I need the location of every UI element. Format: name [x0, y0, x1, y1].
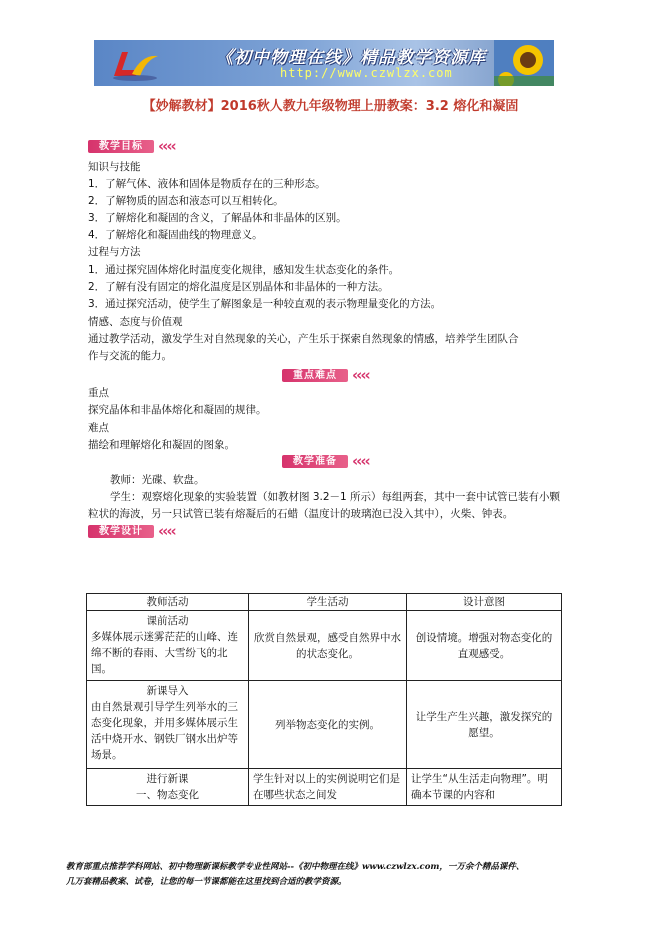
banner-url[interactable]: http://www.czwlzx.com: [280, 66, 453, 80]
sunflower-icon: [494, 40, 554, 86]
table-row: [87, 681, 562, 769]
section-header-objectives: [88, 137, 208, 155]
column-header: 设计意图: [407, 594, 562, 611]
footer-note: [66, 860, 626, 890]
knowledge-heading: 知识与技能: [88, 161, 141, 173]
design-intent: 让学生产生兴趣，激发探究的愿望。: [407, 681, 562, 769]
column-header: 学生活动: [249, 594, 407, 611]
teacher-activity: 多媒体展示迷雾茫茫的山峰、连绵不断的春雨、大雪纷飞的北国。: [91, 631, 238, 675]
key-text: 探究晶体和非晶体熔化和凝固的规律。: [88, 404, 267, 416]
section-header-design: [88, 522, 208, 540]
teacher-activity: 由自然景观引导学生列举水的三态变化现象，并用多媒体展示生活中烧开水、钢铁厂钢水出炉等场景。: [91, 701, 238, 761]
table-row: [87, 769, 562, 806]
lesson-plan-table: [86, 593, 562, 806]
chevron-left-icon: ‹‹‹‹: [158, 137, 175, 155]
chevron-left-icon: ‹‹‹‹: [158, 522, 175, 540]
banner-title: 《初中物理在线》精品教学资源库: [216, 48, 486, 68]
section-header-key-points: [282, 366, 402, 384]
prep-teacher: 教师：光碟、软盘。: [110, 474, 205, 486]
footer-line: 教育部重点推荐学科网站、初中物理新课标教学专业性网站--《初中物理在线》www.czwlzx.com，一万余个精品课件、: [66, 862, 525, 872]
design-intent: 让学生“从生活走向物理”。明确本节课的内容和: [407, 769, 562, 806]
column-header: 教师活动: [87, 594, 249, 611]
process-item: 3．通过探究活动，使学生了解图象是一种较直观的表示物理量变化的方法。: [88, 298, 442, 310]
teacher-cell: [87, 611, 249, 681]
logo-icon: [108, 44, 162, 82]
section-label: 教学目标: [88, 140, 154, 153]
knowledge-item: 2．了解物质的固态和液态可以互相转化。: [88, 195, 284, 207]
knowledge-item: 1．了解气体、液体和固体是物质存在的三种形态。: [88, 178, 326, 190]
prep-student: 学生：观察熔化现象的实验装置（如教材图 3.2－1 所示）每组两套，其中一套中试管已装有小颗: [110, 491, 561, 503]
prep-student-cont: 粒状的海波，另一只试管已装有熔凝后的石蜡（温度计的玻璃泡已没入其中），火柴、钟表。: [88, 508, 514, 520]
design-intent: 创设情境。增强对物态变化的直观感受。: [407, 611, 562, 681]
stage-title: 课前活动: [146, 615, 189, 627]
section-label: 教学准备: [282, 455, 348, 468]
chevron-left-icon: ‹‹‹‹: [352, 452, 369, 470]
process-item: 2．了解有没有固定的熔化温度是区别晶体和非晶体的一种方法。: [88, 281, 389, 293]
process-item: 1．通过探究固体熔化时温度变化规律，感知发生状态变化的条件。: [88, 264, 400, 276]
difficulty-heading: 难点: [88, 422, 109, 434]
section-label: 教学设计: [88, 525, 154, 538]
teacher-cell: [87, 681, 249, 769]
student-activity: 学生针对以上的实例说明它们是在哪些状态之间发: [249, 769, 407, 806]
stage-subtitle: 一、物态变化: [136, 789, 199, 801]
section-header-preparation: [282, 452, 402, 470]
footer-line: 几万套精品教案、试卷，让您的每一节课都能在这里找到合适的教学资源。: [66, 877, 347, 887]
difficulty-text: 描绘和理解熔化和凝固的图象。: [88, 439, 235, 451]
key-heading: 重点: [88, 387, 109, 399]
stage-title: 进行新课: [146, 773, 189, 785]
emotion-text: 作与交流的能力。: [88, 350, 172, 362]
student-activity: 列举物态变化的实例。: [249, 681, 407, 769]
stage-title: 新课导入: [146, 685, 189, 697]
section-label: 重点难点: [282, 369, 348, 382]
table-row: [87, 611, 562, 681]
teacher-cell: [87, 769, 249, 806]
process-heading: 过程与方法: [88, 246, 141, 258]
emotion-heading: 情感、态度与价值观: [88, 316, 183, 328]
table-header-row: [87, 594, 562, 611]
knowledge-item: 4．了解熔化和凝固曲线的物理意义。: [88, 229, 263, 241]
chevron-left-icon: ‹‹‹‹: [352, 366, 369, 384]
emotion-text: 通过教学活动，激发学生对自然现象的关心，产生乐于探索自然现象的情感，培养学生团队合: [88, 333, 519, 345]
document-title: 【妙解教材】2016秋人教九年级物理上册教案：3.2 熔化和凝固: [142, 99, 519, 114]
knowledge-item: 3．了解熔化和凝固的含义，了解晶体和非晶体的区别。: [88, 212, 347, 224]
header-banner: [94, 40, 554, 86]
student-activity: 欣赏自然景观，感受自然界中水的状态变化。: [249, 611, 407, 681]
